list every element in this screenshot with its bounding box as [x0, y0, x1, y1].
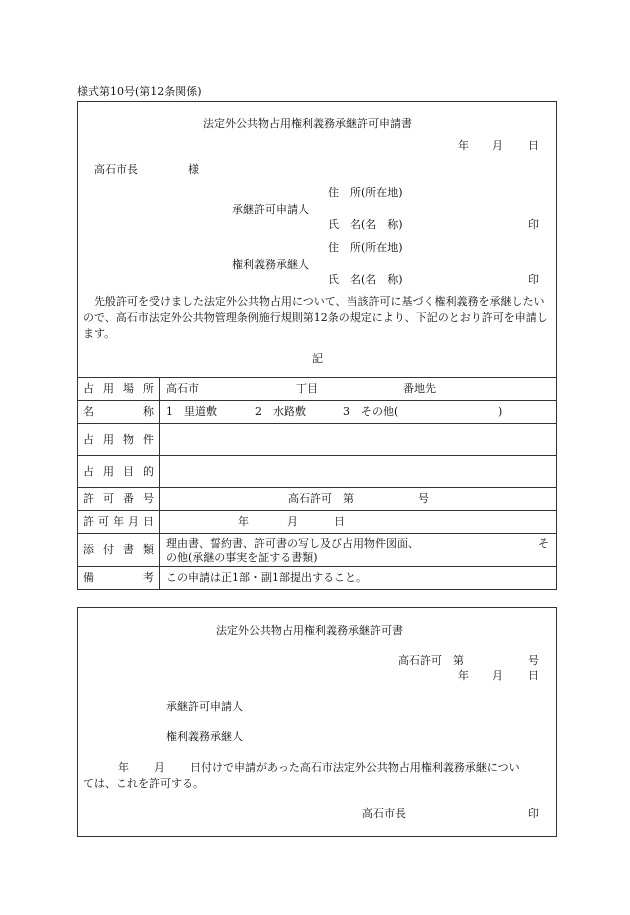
name-option-3: 3 その他( — [343, 405, 399, 418]
permit-signer: 高石市長 — [362, 807, 406, 820]
permit-form — [77, 607, 557, 837]
name-option-3-close: ) — [498, 405, 503, 418]
successor-name-label: 氏 名(名 称) — [328, 273, 403, 286]
successor-label: 権利義務承継人 — [232, 258, 309, 271]
permit-body-year: 年 — [118, 761, 129, 774]
successor-seal: 印 — [528, 273, 539, 286]
ki-label: 記 — [312, 352, 323, 365]
location-city: 高石市 — [166, 382, 199, 395]
permit-date-month: 月 — [287, 515, 298, 528]
name-option-2: 2 水路敷 — [255, 405, 306, 418]
successor-address-label: 住 所(所在地) — [328, 241, 403, 254]
applicant-label: 承継許可申請人 — [232, 203, 309, 216]
permit-number-suffix-2: 号 — [528, 654, 539, 667]
permit-applicant-label: 承継許可申請人 — [166, 700, 243, 713]
permit-number-suffix: 号 — [418, 492, 429, 505]
permit-seal: 印 — [528, 807, 539, 820]
location-banchi: 番地先 — [403, 382, 436, 395]
permit-number-prefix-2: 高石許可 第 — [398, 654, 464, 667]
application-title: 法定外公共物占用権利義務承継許可申請書 — [203, 117, 412, 130]
attachments-line-1-end: そ — [538, 537, 549, 550]
permit-successor-label: 権利義務承継人 — [166, 730, 243, 743]
form-number: 様式第10号(第12条関係) — [77, 85, 202, 98]
application-body-text: 先般許可を受けました法定外公共物占用について、当該許可に基づく権利義務を承継したいので、高石市法定外公共物管理条例施行規則第12条の規定により、下記のとおり許可を申請します。 — [83, 295, 548, 340]
permit-body-month: 月 — [154, 761, 165, 774]
permit-number-label: 許 可 番 号 — [83, 492, 154, 505]
application-date-year: 年 — [458, 139, 469, 152]
applicant-name-label: 氏 名(名 称) — [328, 218, 403, 231]
attachments-line-2: の他(承継の事実を証する書類) — [166, 551, 318, 564]
application-date-day: 日 — [528, 139, 539, 152]
object-label: 占 用 物 件 — [83, 433, 154, 446]
permit-date-month-2: 月 — [492, 669, 503, 682]
remarks-label: 備 考 — [83, 571, 154, 584]
permit-date-day-2: 日 — [528, 669, 539, 682]
permit-date-year: 年 — [238, 515, 249, 528]
name-option-1: 1 里道敷 — [166, 405, 217, 418]
location-chome: 丁目 — [296, 382, 318, 395]
purpose-label: 占 用 目 的 — [83, 465, 154, 478]
permit-date-year-2: 年 — [458, 669, 469, 682]
applicant-seal: 印 — [528, 218, 539, 231]
permit-date-day: 日 — [334, 515, 345, 528]
location-label: 占 用 場 所 — [83, 382, 154, 395]
attachments-line-1: 理由書、誓約書、許可書の写し及び占用物件図面、 — [166, 537, 419, 550]
permit-body-line-1: 日付けで申請があった高石市法定外公共物占用権利義務承継につい — [190, 761, 520, 774]
attachments-label: 添 付 書 類 — [83, 543, 154, 556]
permit-body-line-2: ては、これを許可する。 — [83, 777, 204, 790]
applicant-address-label: 住 所(所在地) — [328, 186, 403, 199]
name-label: 名 称 — [83, 405, 154, 418]
application-date-month: 月 — [492, 139, 503, 152]
permit-title: 法定外公共物占用権利義務承継許可書 — [216, 624, 403, 637]
remarks-value: この申請は正1部・副1部提出すること。 — [166, 571, 367, 584]
permit-number-prefix: 高石許可 第 — [288, 492, 354, 505]
permit-date-label: 許 可 年 月 日 — [83, 515, 154, 528]
addressee-suffix: 様 — [188, 163, 199, 176]
addressee: 高石市長 — [94, 163, 138, 176]
